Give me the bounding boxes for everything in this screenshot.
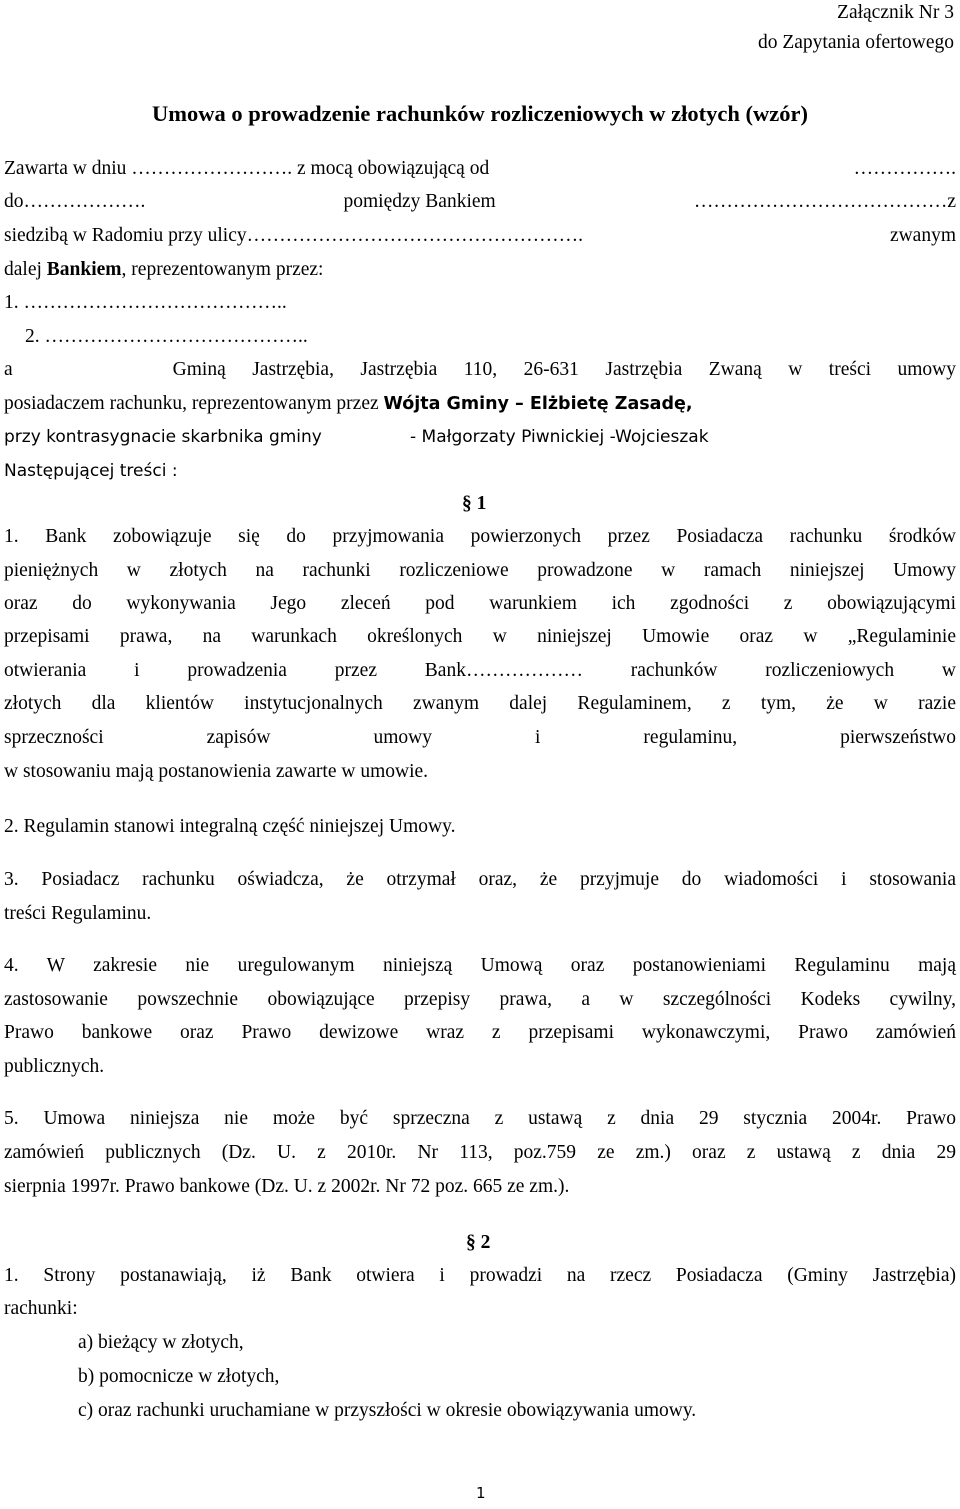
intro-commune: Gminą Jastrzębia, Jastrzębia 110, 26-631 Jastrzębia Zwaną w treści umowy xyxy=(172,359,956,380)
intro-line-7 xyxy=(4,359,956,381)
s1-p2: 2. Regulamin stanowi integralną część niniejszej Umowy. xyxy=(4,816,456,837)
intro-line-1 xyxy=(4,158,956,180)
s1-p4-last-line: publicznych. xyxy=(4,1056,105,1077)
intro-between-bank: pomiędzy Bankiem xyxy=(343,191,496,212)
s1-p1-line: złotych dla klientów instytucjonalnych zwanym dalej Regulaminem, z tym, że w razie xyxy=(4,693,956,714)
s2-p1-last-line: rachunki: xyxy=(4,1298,78,1319)
s2-list-item: c) oraz rachunki uruchamiane w przyszłości w okresie obowiązywania umowy. xyxy=(78,1400,697,1421)
s1-p5-line: 5. Umowa niniejsza nie może być sprzeczna z ustawą z dnia 29 stycznia 2004r. Prawo xyxy=(4,1108,956,1129)
section-2-heading: § 2 xyxy=(466,1232,491,1253)
intro-line-3 xyxy=(4,225,956,247)
intro-countersign: przy kontrasygnacie skarbnika gminy xyxy=(4,427,322,447)
intro-and: a xyxy=(4,359,13,380)
s1-p1-line: oraz do wykonywania Jego zleceń pod warunkiem ich zgodności z obowiązującymi xyxy=(4,593,956,614)
intro-to-blank: do………………. xyxy=(4,191,146,212)
intro-representative-1: 1. ………………………………….. xyxy=(4,292,287,313)
s1-p3-last-line: treści Regulaminu. xyxy=(4,903,152,924)
intro-mayor: Wójta Gminy – Elżbietę Zasadę, xyxy=(383,394,693,414)
page-title: Umowa o prowadzenie rachunków rozliczeniowych w złotych (wzór) xyxy=(152,101,808,126)
intro-following: Następującej treści : xyxy=(4,461,178,481)
intro-holder: posiadaczem rachunku, reprezentowanym przez xyxy=(4,393,379,414)
s1-p5-last-line: sierpnia 1997r. Prawo bankowe (Dz. U. z 2002r. Nr 72 poz. 665 ze zm.). xyxy=(4,1176,570,1197)
intro-representative-2: 2. ………………………………….. xyxy=(25,326,308,347)
intro-called: zwanym xyxy=(889,225,956,246)
page-number: 1 xyxy=(476,1484,486,1502)
intro-line-8 xyxy=(4,393,956,415)
s1-p3-line: 3. Posiadacz rachunku oświadcza, że otrzymał oraz, że przyjmuje do wiadomości i stosowania xyxy=(4,869,956,890)
attachment-label: Załącznik Nr 3 xyxy=(837,2,954,23)
s2-list-item: a) bieżący w złotych, xyxy=(78,1332,244,1353)
s1-p5-line: zamówień publicznych (Dz. U. z 2010r. Nr 113, poz.759 ze zm.) oraz z ustawą z dnia 29 xyxy=(4,1142,956,1163)
intro-represented: , reprezentowanym przez: xyxy=(121,259,324,280)
intro-treasurer: - Małgorzaty Piwnickiej -Wojcieszak xyxy=(410,427,709,447)
section-1-heading: § 1 xyxy=(462,493,487,514)
s1-p1-line: pieniężnych w złotych na rachunki rozliczeniowe prowadzone w ramach niniejszej Umowy xyxy=(4,560,956,581)
s1-p1-last-line: w stosowaniu mają postanowienia zawarte w umowie. xyxy=(4,761,429,782)
intro-line-4 xyxy=(4,259,956,281)
inquiry-label: do Zapytania ofertowego xyxy=(757,32,954,53)
s1-p1-line: przepisami prawa, na warunkach określonych w niniejszej Umowie oraz w „Regulaminie xyxy=(4,626,956,647)
intro-bank-blank: …………………………………z xyxy=(693,191,956,212)
s1-p4-line: zastosowanie powszechnie obowiązujące przepisy prawa, a w szczególności Kodeks cywilny, xyxy=(4,989,956,1010)
s2-list-item: b) pomocnicze w złotych, xyxy=(78,1366,280,1387)
s1-p1-line: sprzeczności zapisów umowy i regulaminu, pierwszeństwo xyxy=(4,727,956,748)
intro-line-9 xyxy=(4,427,956,447)
intro-seat: siedzibą w Radomiu przy ulicy……………………………………………. xyxy=(4,225,583,246)
s1-p1-line: otwierania i prowadzenia przez Bank……………… rachunków rozliczeniowych w xyxy=(4,660,956,681)
intro-line-2 xyxy=(4,191,956,213)
s1-p4-line: Prawo bankowe oraz Prawo dewizowe wraz z przepisami wykonawczymi, Prawo zamówień xyxy=(4,1022,956,1043)
intro-from-blank: ……………. xyxy=(853,158,956,179)
intro-date-clause: Zawarta w dniu ……………………. z mocą obowiązującą od xyxy=(4,158,490,179)
s1-p1-line: 1. Bank zobowiązuje się do przyjmowania powierzonych przez Posiadacza rachunku środków xyxy=(4,526,956,547)
s1-p4-line: 4. W zakresie nie uregulowanym niniejszą Umową oraz postanowieniami Regulaminu mają xyxy=(4,955,956,976)
intro-further: dalej xyxy=(4,259,42,280)
intro-bank-term: Bankiem xyxy=(46,259,122,280)
s2-p1-line: 1. Strony postanawiają, iż Bank otwiera i prowadzi na rzecz Posiadacza (Gminy Jastrzębia) xyxy=(4,1265,956,1286)
